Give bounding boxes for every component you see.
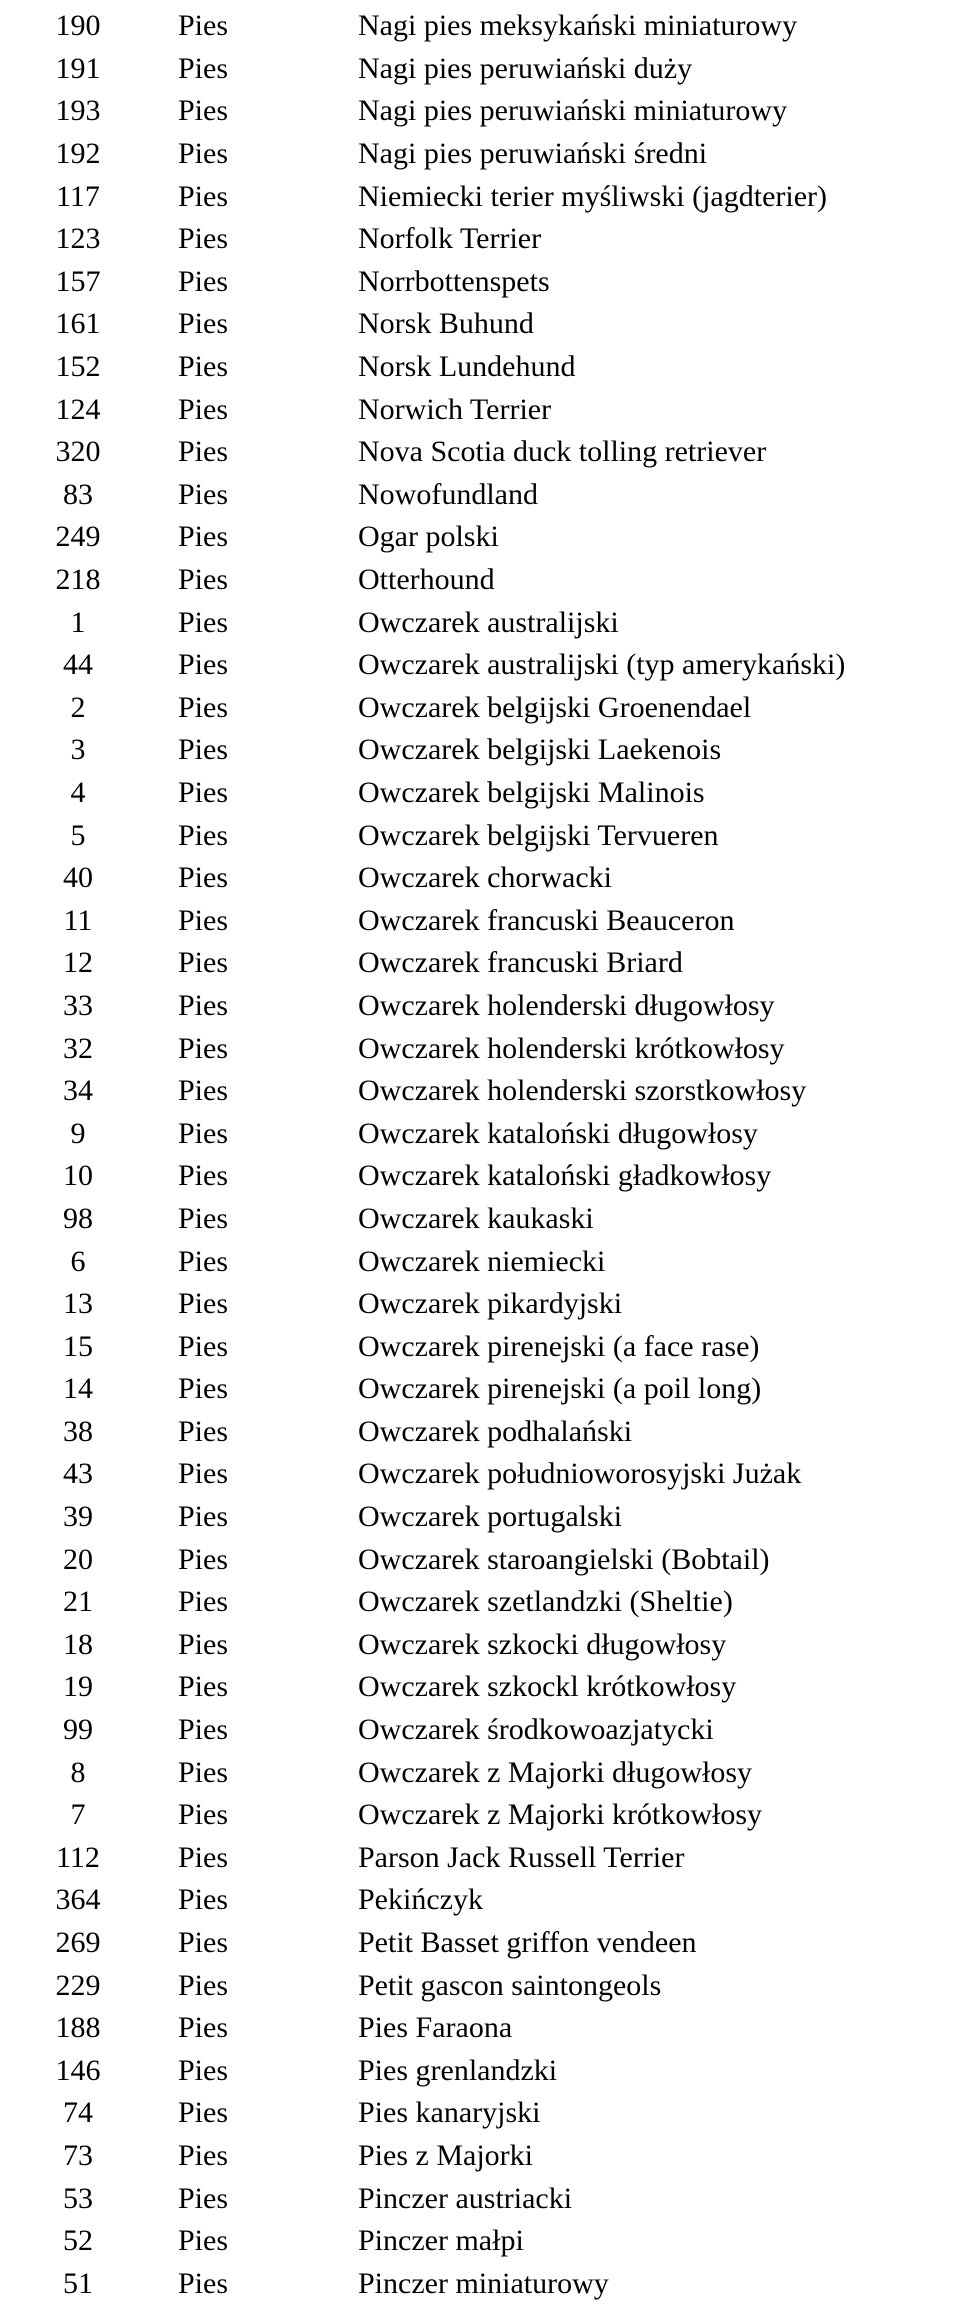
row-species-cell: Pies (178, 9, 229, 43)
row-species-cell: Pies (178, 648, 229, 682)
table-row (0, 985, 960, 1028)
row-id-cell: 192 (55, 137, 101, 171)
table-row (0, 772, 960, 815)
row-id-cell: 124 (55, 392, 101, 426)
row-species-cell: Pies (178, 51, 229, 85)
row-id-cell: 32 (63, 1031, 93, 1065)
table-row (0, 1624, 960, 1667)
row-species-cell: Pies (178, 1968, 229, 2002)
row-name-cell: Owczarek południoworosyjski Jużak (358, 1457, 802, 1491)
row-id-cell: 188 (55, 2011, 101, 2045)
row-name-cell: Norfolk Terrier (358, 222, 542, 256)
row-name-cell: Pinczer austriacki (358, 2181, 573, 2215)
row-species-cell: Pies (178, 350, 229, 384)
row-species-cell: Pies (178, 1883, 229, 1917)
row-id-cell: 152 (55, 350, 101, 384)
row-species-cell: Pies (178, 1627, 229, 1661)
row-name-cell: Owczarek z Majorki długowłosy (358, 1755, 753, 1789)
row-name-cell: Owczarek pirenejski (a face rase) (358, 1329, 760, 1363)
table-row (0, 2177, 960, 2220)
table-row (0, 2220, 960, 2263)
row-species-cell: Pies (178, 1542, 229, 1576)
row-id-cell: 12 (63, 946, 93, 980)
row-id-cell: 52 (63, 2224, 93, 2258)
row-species-cell: Pies (178, 477, 229, 511)
row-species-cell: Pies (178, 733, 229, 767)
row-name-cell: Owczarek pikardyjski (358, 1287, 623, 1321)
row-name-cell: Niemiecki terier myśliwski (jagdterier) (358, 179, 827, 213)
row-species-cell: Pies (178, 563, 229, 597)
table-row (0, 48, 960, 91)
table-row (0, 687, 960, 730)
table-row (0, 1155, 960, 1198)
row-id-cell: 11 (63, 903, 93, 937)
row-name-cell: Owczarek australijski (358, 605, 619, 639)
table-row (0, 5, 960, 48)
row-id-cell: 146 (55, 2053, 101, 2087)
row-id-cell: 98 (63, 1201, 93, 1235)
row-name-cell: Owczarek staroangielski (Bobtail) (358, 1542, 770, 1576)
row-name-cell: Nova Scotia duck tolling retriever (358, 435, 767, 469)
row-species-cell: Pies (178, 861, 229, 895)
row-id-cell: 10 (63, 1159, 93, 1193)
table-row (0, 2050, 960, 2093)
row-name-cell: Pinczer małpi (358, 2224, 524, 2258)
row-name-cell: Owczarek niemiecki (358, 1244, 606, 1278)
row-species-cell: Pies (178, 1116, 229, 1150)
table-row (0, 1666, 960, 1709)
table-row (0, 2092, 960, 2135)
table-row (0, 431, 960, 474)
row-id-cell: 73 (63, 2138, 93, 2172)
table-row (0, 1581, 960, 1624)
row-id-cell: 39 (63, 1500, 93, 1534)
row-id-cell: 99 (63, 1713, 93, 1747)
row-species-cell: Pies (178, 392, 229, 426)
table-row (0, 1368, 960, 1411)
row-name-cell: Nowofundland (358, 477, 538, 511)
row-id-cell: 44 (63, 648, 93, 682)
row-species-cell: Pies (178, 1798, 229, 1832)
row-name-cell: Owczarek belgijski Malinois (358, 775, 705, 809)
table-row (0, 2007, 960, 2050)
row-species-cell: Pies (178, 1287, 229, 1321)
row-species-cell: Pies (178, 690, 229, 724)
row-species-cell: Pies (178, 2224, 229, 2258)
row-id-cell: 13 (63, 1287, 93, 1321)
row-id-cell: 34 (63, 1074, 93, 1108)
row-species-cell: Pies (178, 903, 229, 937)
row-species-cell: Pies (178, 1457, 229, 1491)
table-row (0, 133, 960, 176)
row-species-cell: Pies (178, 179, 229, 213)
row-name-cell: Owczarek podhalański (358, 1414, 633, 1448)
row-species-cell: Pies (178, 1031, 229, 1065)
row-name-cell: Owczarek kataloński gładkowłosy (358, 1159, 772, 1193)
row-id-cell: 3 (70, 733, 86, 767)
row-name-cell: Owczarek szetlandzki (Sheltie) (358, 1585, 733, 1619)
row-name-cell: Pies Faraona (358, 2011, 513, 2045)
table-row (0, 175, 960, 218)
row-id-cell: 20 (63, 1542, 93, 1576)
row-id-cell: 157 (55, 264, 101, 298)
row-name-cell: Pies z Majorki (358, 2138, 533, 2172)
row-species-cell: Pies (178, 1159, 229, 1193)
row-name-cell: Nagi pies peruwiański miniaturowy (358, 94, 788, 128)
row-species-cell: Pies (178, 1926, 229, 1960)
row-name-cell: Owczarek belgijski Tervueren (358, 818, 719, 852)
row-id-cell: 364 (55, 1883, 101, 1917)
row-name-cell: Owczarek holenderski długowłosy (358, 988, 775, 1022)
row-id-cell: 191 (55, 51, 101, 85)
row-name-cell: Owczarek holenderski krótkowłosy (358, 1031, 785, 1065)
table-row (0, 303, 960, 346)
row-name-cell: Owczarek australijski (typ amerykański) (358, 648, 846, 682)
table-row (0, 2135, 960, 2178)
table-row (0, 1538, 960, 1581)
table-row (0, 1070, 960, 1113)
row-name-cell: Norrbottenspets (358, 264, 550, 298)
row-species-cell: Pies (178, 775, 229, 809)
table-row (0, 1794, 960, 1837)
row-id-cell: 19 (63, 1670, 93, 1704)
row-id-cell: 38 (63, 1414, 93, 1448)
row-name-cell: Nagi pies peruwiański średni (358, 137, 708, 171)
row-species-cell: Pies (178, 1201, 229, 1235)
table-row (0, 1283, 960, 1326)
row-species-cell: Pies (178, 2011, 229, 2045)
row-id-cell: 14 (63, 1372, 93, 1406)
row-name-cell: Owczarek francuski Beauceron (358, 903, 735, 937)
table-row (0, 1879, 960, 1922)
row-name-cell: Owczarek portugalski (358, 1500, 623, 1534)
row-id-cell: 5 (70, 818, 86, 852)
row-species-cell: Pies (178, 946, 229, 980)
row-species-cell: Pies (178, 2096, 229, 2130)
table-row (0, 218, 960, 261)
row-species-cell: Pies (178, 2138, 229, 2172)
row-species-cell: Pies (178, 94, 229, 128)
table-row (0, 90, 960, 133)
row-id-cell: 21 (63, 1585, 93, 1619)
table-row (0, 942, 960, 985)
row-id-cell: 74 (63, 2096, 93, 2130)
row-name-cell: Otterhound (358, 563, 495, 597)
table-row (0, 1751, 960, 1794)
row-name-cell: Owczarek francuski Briard (358, 946, 683, 980)
row-id-cell: 40 (63, 861, 93, 895)
row-species-cell: Pies (178, 1074, 229, 1108)
table-row (0, 516, 960, 559)
row-name-cell: Owczarek szkocki długowłosy (358, 1627, 727, 1661)
breed-table (0, 5, 960, 2305)
table-row (0, 1837, 960, 1880)
row-name-cell: Petit Basset griffon vendeen (358, 1926, 697, 1960)
row-id-cell: 229 (55, 1968, 101, 2002)
row-species-cell: Pies (178, 2053, 229, 2087)
row-species-cell: Pies (178, 1670, 229, 1704)
row-species-cell: Pies (178, 988, 229, 1022)
row-species-cell: Pies (178, 1372, 229, 1406)
table-row (0, 474, 960, 517)
table-row (0, 729, 960, 772)
row-name-cell: Owczarek pirenejski (a poil long) (358, 1372, 762, 1406)
table-row (0, 1709, 960, 1752)
row-id-cell: 9 (70, 1116, 86, 1150)
row-species-cell: Pies (178, 307, 229, 341)
row-id-cell: 117 (56, 179, 100, 213)
row-name-cell: Ogar polski (358, 520, 499, 554)
row-name-cell: Nagi pies meksykański miniaturowy (358, 9, 798, 43)
row-id-cell: 18 (63, 1627, 93, 1661)
row-species-cell: Pies (178, 605, 229, 639)
row-name-cell: Norwich Terrier (358, 392, 552, 426)
table-row (0, 814, 960, 857)
row-species-cell: Pies (178, 1244, 229, 1278)
row-id-cell: 4 (70, 775, 86, 809)
table-row (0, 644, 960, 687)
row-species-cell: Pies (178, 435, 229, 469)
row-species-cell: Pies (178, 1840, 229, 1874)
row-name-cell: Pies grenlandzki (358, 2053, 558, 2087)
row-name-cell: Owczarek kaukaski (358, 1201, 594, 1235)
row-id-cell: 123 (55, 222, 101, 256)
table-row (0, 1240, 960, 1283)
row-id-cell: 2 (70, 690, 86, 724)
row-id-cell: 249 (55, 520, 101, 554)
row-id-cell: 51 (63, 2266, 93, 2300)
table-row (0, 1964, 960, 2007)
table-row (0, 1411, 960, 1454)
row-name-cell: Owczarek belgijski Laekenois (358, 733, 722, 767)
row-name-cell: Parson Jack Russell Terrier (358, 1840, 685, 1874)
row-species-cell: Pies (178, 222, 229, 256)
row-name-cell: Pies kanaryjski (358, 2096, 541, 2130)
row-id-cell: 33 (63, 988, 93, 1022)
row-name-cell: Owczarek belgijski Groenendael (358, 690, 752, 724)
row-species-cell: Pies (178, 1585, 229, 1619)
row-species-cell: Pies (178, 1329, 229, 1363)
table-row (0, 559, 960, 602)
row-id-cell: 7 (70, 1798, 86, 1832)
table-row (0, 1325, 960, 1368)
row-name-cell: Nagi pies peruwiański duży (358, 51, 693, 85)
row-name-cell: Owczarek chorwacki (358, 861, 613, 895)
row-name-cell: Owczarek z Majorki krótkowłosy (358, 1798, 763, 1832)
row-name-cell: Owczarek środkowoazjatycki (358, 1713, 714, 1747)
row-id-cell: 112 (56, 1840, 100, 1874)
row-species-cell: Pies (178, 2181, 229, 2215)
table-row (0, 2262, 960, 2305)
breed-table-body (0, 5, 960, 2305)
table-row (0, 1453, 960, 1496)
row-id-cell: 269 (55, 1926, 101, 1960)
row-name-cell: Pekińczyk (358, 1883, 483, 1917)
row-id-cell: 320 (55, 435, 101, 469)
row-species-cell: Pies (178, 818, 229, 852)
row-name-cell: Pinczer miniaturowy (358, 2266, 609, 2300)
row-species-cell: Pies (178, 1414, 229, 1448)
table-row (0, 261, 960, 304)
row-species-cell: Pies (178, 2266, 229, 2300)
row-id-cell: 6 (70, 1244, 86, 1278)
row-id-cell: 53 (63, 2181, 93, 2215)
table-row (0, 346, 960, 389)
table-row (0, 601, 960, 644)
row-name-cell: Norsk Lundehund (358, 350, 576, 384)
row-species-cell: Pies (178, 137, 229, 171)
row-species-cell: Pies (178, 1755, 229, 1789)
table-row (0, 1027, 960, 1070)
table-row (0, 899, 960, 942)
row-name-cell: Owczarek holenderski szorstkowłosy (358, 1074, 807, 1108)
row-id-cell: 15 (63, 1329, 93, 1363)
table-row (0, 1112, 960, 1155)
row-species-cell: Pies (178, 264, 229, 298)
row-name-cell: Petit gascon saintongeols (358, 1968, 662, 2002)
row-id-cell: 161 (55, 307, 101, 341)
row-species-cell: Pies (178, 520, 229, 554)
row-name-cell: Owczarek kataloński długowłosy (358, 1116, 758, 1150)
row-id-cell: 8 (70, 1755, 86, 1789)
row-name-cell: Norsk Buhund (358, 307, 534, 341)
row-species-cell: Pies (178, 1713, 229, 1747)
row-name-cell: Owczarek szkockl krótkowłosy (358, 1670, 737, 1704)
row-species-cell: Pies (178, 1500, 229, 1534)
row-id-cell: 193 (55, 94, 101, 128)
table-row (0, 1198, 960, 1241)
row-id-cell: 218 (55, 563, 101, 597)
table-row (0, 388, 960, 431)
table-row (0, 1922, 960, 1965)
table-row (0, 857, 960, 900)
row-id-cell: 190 (55, 9, 101, 43)
row-id-cell: 43 (63, 1457, 93, 1491)
row-id-cell: 83 (63, 477, 93, 511)
table-row (0, 1496, 960, 1539)
row-id-cell: 1 (70, 605, 86, 639)
